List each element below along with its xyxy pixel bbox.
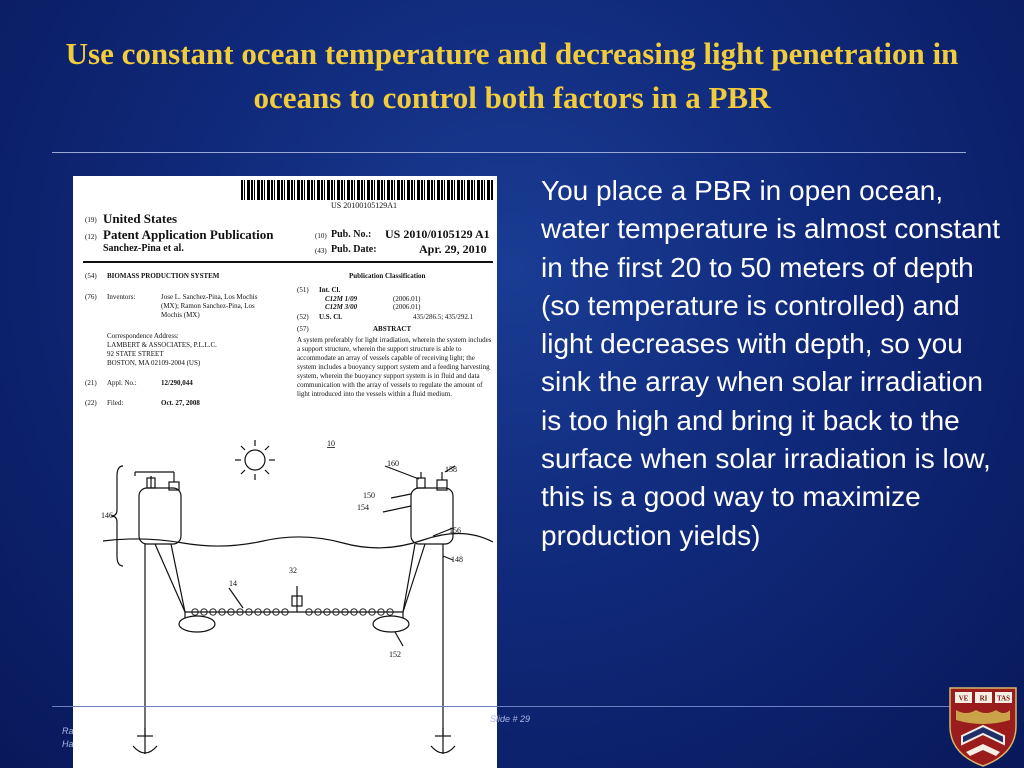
slide-number: Slide # 29	[490, 714, 531, 724]
cl-1-date: (2006.01)	[393, 295, 421, 303]
abstract-label: ABSTRACT	[373, 325, 412, 333]
cl-1: C12M 1/09	[325, 295, 358, 303]
inventors-label: Inventors:	[107, 293, 136, 301]
appl-label: Appl. No.:	[107, 379, 137, 387]
abstract-text: A system preferably for light irradiation, wherein the system includes a support structure, wherein the support structure is able to accommodate an array of vessels capable of receiving light; the system includes a buoyancy support system and a feeding harvesting system, wherein the buoyancy support system is in fluid and data communication with the array of vessels to regulate the amount of light introduced into the vessels within a fluid medium.	[297, 336, 492, 398]
inventors-line-3: Mochis (MX)	[161, 311, 200, 319]
code-21: (21)	[85, 379, 97, 387]
pub-no-label: Pub. No.:	[331, 229, 372, 240]
code-57: (57)	[297, 325, 309, 333]
label-148: 148	[451, 555, 463, 564]
pub-date-label: Pub. Date:	[331, 244, 377, 255]
patent-doc-type: Patent Application Publication	[103, 227, 274, 242]
label-152: 152	[389, 650, 401, 659]
label-154: 154	[357, 503, 369, 512]
right-anchor-icon	[431, 728, 455, 754]
crest-logo	[946, 686, 1020, 768]
code-10: (10)	[315, 232, 327, 240]
footer-left-line-1: Ra	[62, 726, 74, 736]
patent-inventor-short: Sanchez-Pina et al.	[103, 243, 184, 254]
cl-2: C12M 3/00	[325, 303, 358, 311]
right-buoy	[411, 488, 453, 544]
crest-word-1: VE	[958, 694, 969, 703]
barcode-number: US 20100105129A1	[331, 201, 398, 210]
patent-country: United States	[103, 211, 178, 226]
label-10: 10	[327, 439, 335, 448]
code-19: (19)	[85, 216, 97, 224]
left-buoy	[139, 488, 181, 544]
left-float	[179, 616, 215, 632]
filed-label: Filed:	[107, 399, 124, 407]
footer-left-line-2: Ha	[62, 739, 74, 749]
corr-line-1: LAMBERT & ASSOCIATES, P.L.L.C.	[107, 341, 217, 349]
patent-drawing	[73, 176, 497, 768]
us-cl-label: U.S. Cl.	[319, 313, 342, 321]
left-anchor-icon	[133, 728, 157, 754]
label-150: 150	[363, 491, 375, 500]
inventors-line-1: Jose L. Sanchez-Pina, Los Mochis	[161, 293, 258, 301]
us-cl-value: 435/286.5; 435/292.1	[413, 313, 474, 321]
code-54: (54)	[85, 272, 97, 280]
crest-word-2: RI	[979, 694, 988, 703]
footer-divider	[52, 706, 966, 707]
pub-class: Publication Classification	[349, 272, 426, 280]
title-divider	[52, 152, 966, 153]
code-76: (76)	[85, 293, 97, 301]
label-160: 160	[387, 459, 399, 468]
cl-2-date: (2006.01)	[393, 303, 421, 311]
label-156: 156	[449, 526, 461, 535]
code-51: (51)	[297, 286, 309, 294]
label-14: 14	[229, 579, 237, 588]
label-146: 146	[101, 511, 113, 520]
right-float	[373, 616, 409, 632]
sun-rays	[235, 440, 275, 480]
pub-date: Apr. 29, 2010	[419, 242, 487, 256]
body-text: You place a PBR in open ocean, water temperature is almost constant in the first 20 to 50 meters of depth (so temperature is controlled) and light decreases with depth, so you sink the array when solar irradiation is too high and bring it back to the surface when solar irradiation is low, this is a good way to maximize production yields)	[541, 175, 1001, 551]
code-43: (43)	[315, 247, 327, 255]
int-cl-label: Int. Cl.	[319, 286, 341, 294]
system-title: BIOMASS PRODUCTION SYSTEM	[107, 272, 220, 280]
corr-line-2: 92 STATE STREET	[107, 350, 164, 358]
pub-no: US 2010/0105129 A1	[385, 227, 490, 241]
patent-image	[73, 176, 497, 768]
filed-date: Oct. 27, 2008	[161, 399, 200, 407]
code-52: (52)	[297, 313, 309, 321]
slide-title: Use constant ocean temperature and decreasing light penetration in oceans to control both factors in a PBR	[65, 36, 959, 115]
correspondence-label: Correspondence Address:	[107, 332, 179, 340]
code-12: (12)	[85, 233, 97, 241]
crest-word-3: TAS	[996, 694, 1011, 703]
sun-icon	[245, 450, 265, 470]
code-22: (22)	[85, 399, 97, 407]
inventors-line-2: (MX); Ramon Sanchez-Pina, Los	[161, 302, 255, 310]
label-32: 32	[289, 566, 297, 575]
appl-no: 12/290,044	[161, 379, 193, 387]
label-158: 158	[445, 465, 457, 474]
corr-line-3: BOSTON, MA 02109-2004 (US)	[107, 359, 201, 367]
